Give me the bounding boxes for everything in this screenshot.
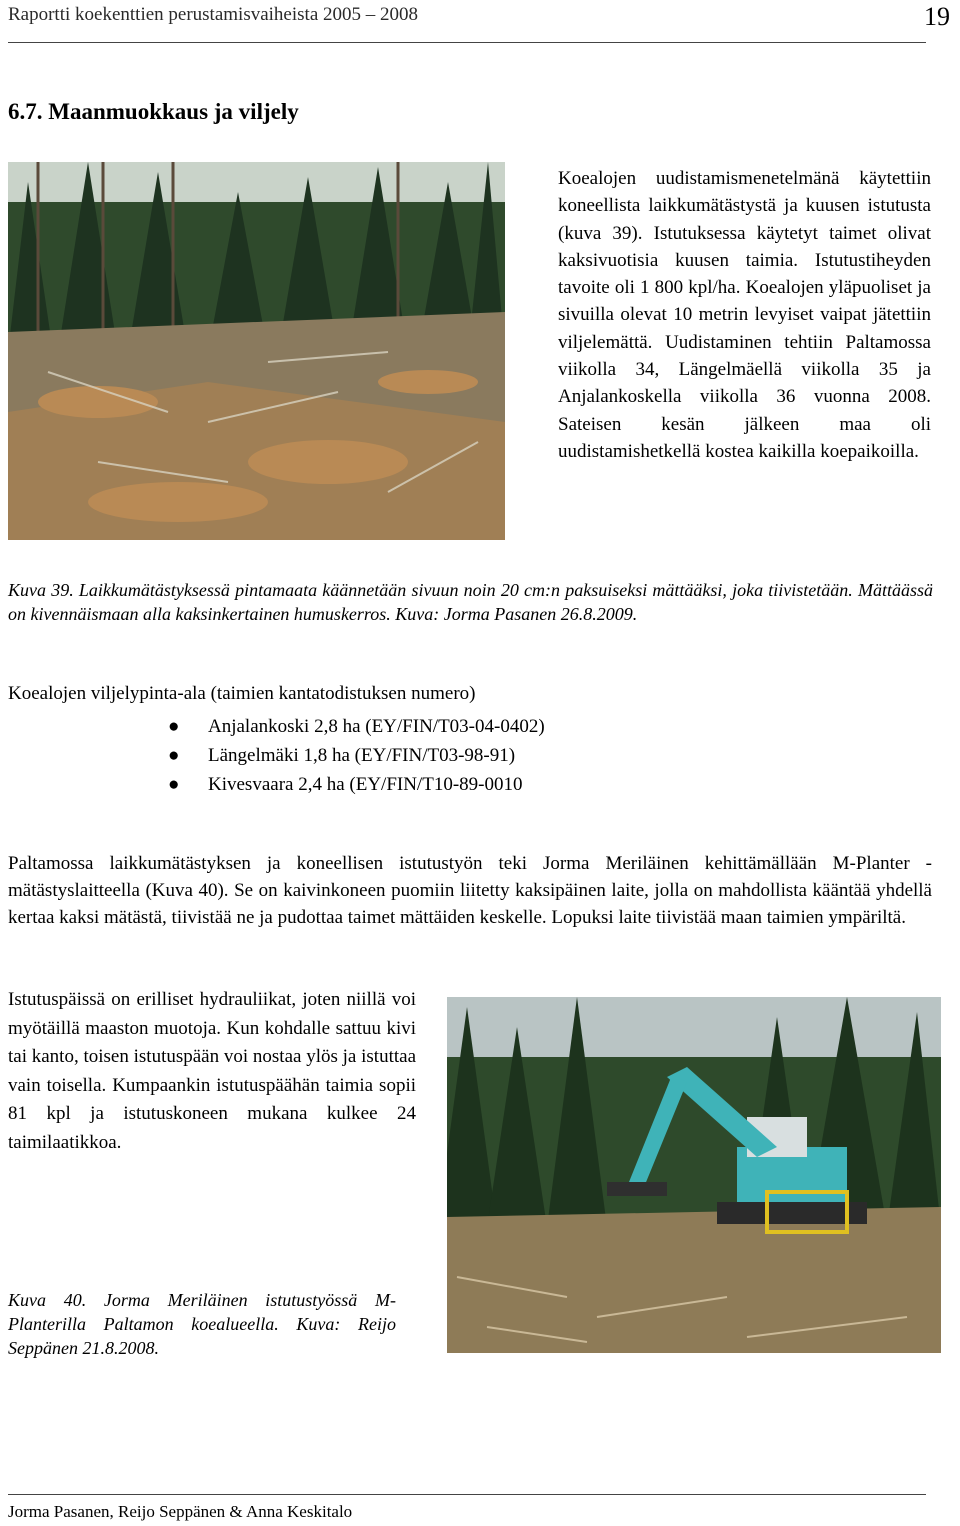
section-heading: 6.7. Maanmuokkaus ja viljely (8, 99, 299, 124)
list-intro: Koealojen viljelypinta-ala (taimien kantatodistuksen numero) (8, 683, 476, 704)
paragraph-m-planter: Paltamossa laikkumätästyksen ja koneellisen istutustyön teki Jorma Meriläinen kehittämällään M-Planter -mätästyslaitteella (Kuva 40). Se on kaivinkoneen puomiin liitetty kaksipäinen laite, jolla on mahdollista kääntää yhdellä kertaa kaksi mätästä, tiivistää ne ja pudottaa taimet mättäiden keskelle. Lopuksi laite tiivistää maan taimien ympäriltä. (8, 853, 932, 928)
photo-soil-mounding (8, 162, 505, 540)
header-rule (8, 42, 926, 43)
figure-caption-40: Kuva 40. Jorma Meriläinen istutustyössä M-Planterilla Paltamon koealueella. Kuva: Reijo Seppänen 21.8.2008. (8, 1290, 396, 1358)
running-header-title: Raportti koekenttien perustamisvaiheista 2005 – 2008 (8, 4, 419, 25)
bullet-icon: ● (168, 774, 180, 795)
paragraph-planting-heads: Istutuspäissä on erilliset hydrauliikat, joten niillä voi myötäillä maaston muotoja. Kun kohdalle sattuu kivi tai kanto, toisen istutuspään voi nostaa ylös ja istuttaa vain toisella. Kumpaankin istutuspäähän taimia sopii 81 kpl ja istutuskoneen mukana kulkee 24 taimilaatikkoa. (8, 989, 416, 1153)
list-item: ● Längelmäki 1,8 ha (EY/FIN/T03-98-91) (168, 742, 545, 771)
figure-caption-39: Kuva 39. Laikkumätästyksessä pintamaata käännetään sivuun noin 20 cm:n paksuiseksi mättääksi, joka tiivistetään. Mättäässä on kivennäismaan alla kaksinkertainen humuskerros. Kuva: Jorma Pasanen 26.8.2009. (8, 580, 933, 624)
bullet-icon: ● (168, 716, 180, 737)
page-number: 19 (924, 2, 950, 31)
bullet-icon: ● (168, 745, 180, 766)
site-area-list (168, 713, 545, 800)
paragraph-intro: Koealojen uudistamismenetelmänä käytettiin koneellista laikkumätästystä ja kuusen istutusta (kuva 39). Istutuksessa käytetyt taimet olivat kaksivuotisia kuusen taimia. Istutustiheyden tavoite oli 1 800 kpl/ha. Koealojen yläpuoliset ja sivuilla olevat 10 metrin levyiset vaipat jätettiin viljelemättä. Uudistaminen tehtiin Paltamossa viikolla 34, Längelmäellä viikolla 35 ja Anjalankoskella viikolla 36 vuonna 2008. Sateisen kesän jälkeen maa oli uudistamishetkellä kostea kaikilla koepaikoilla. (558, 168, 931, 462)
list-item: ● Kivesvaara 2,4 ha (EY/FIN/T10-89-0010 (168, 771, 545, 800)
photo-excavator-planter (447, 997, 941, 1353)
footer-rule (8, 1494, 926, 1495)
list-item: ● Anjalankoski 2,8 ha (EY/FIN/T03-04-0402) (168, 713, 545, 742)
footer-authors: Jorma Pasanen, Reijo Seppänen & Anna Keskitalo (8, 1502, 353, 1521)
